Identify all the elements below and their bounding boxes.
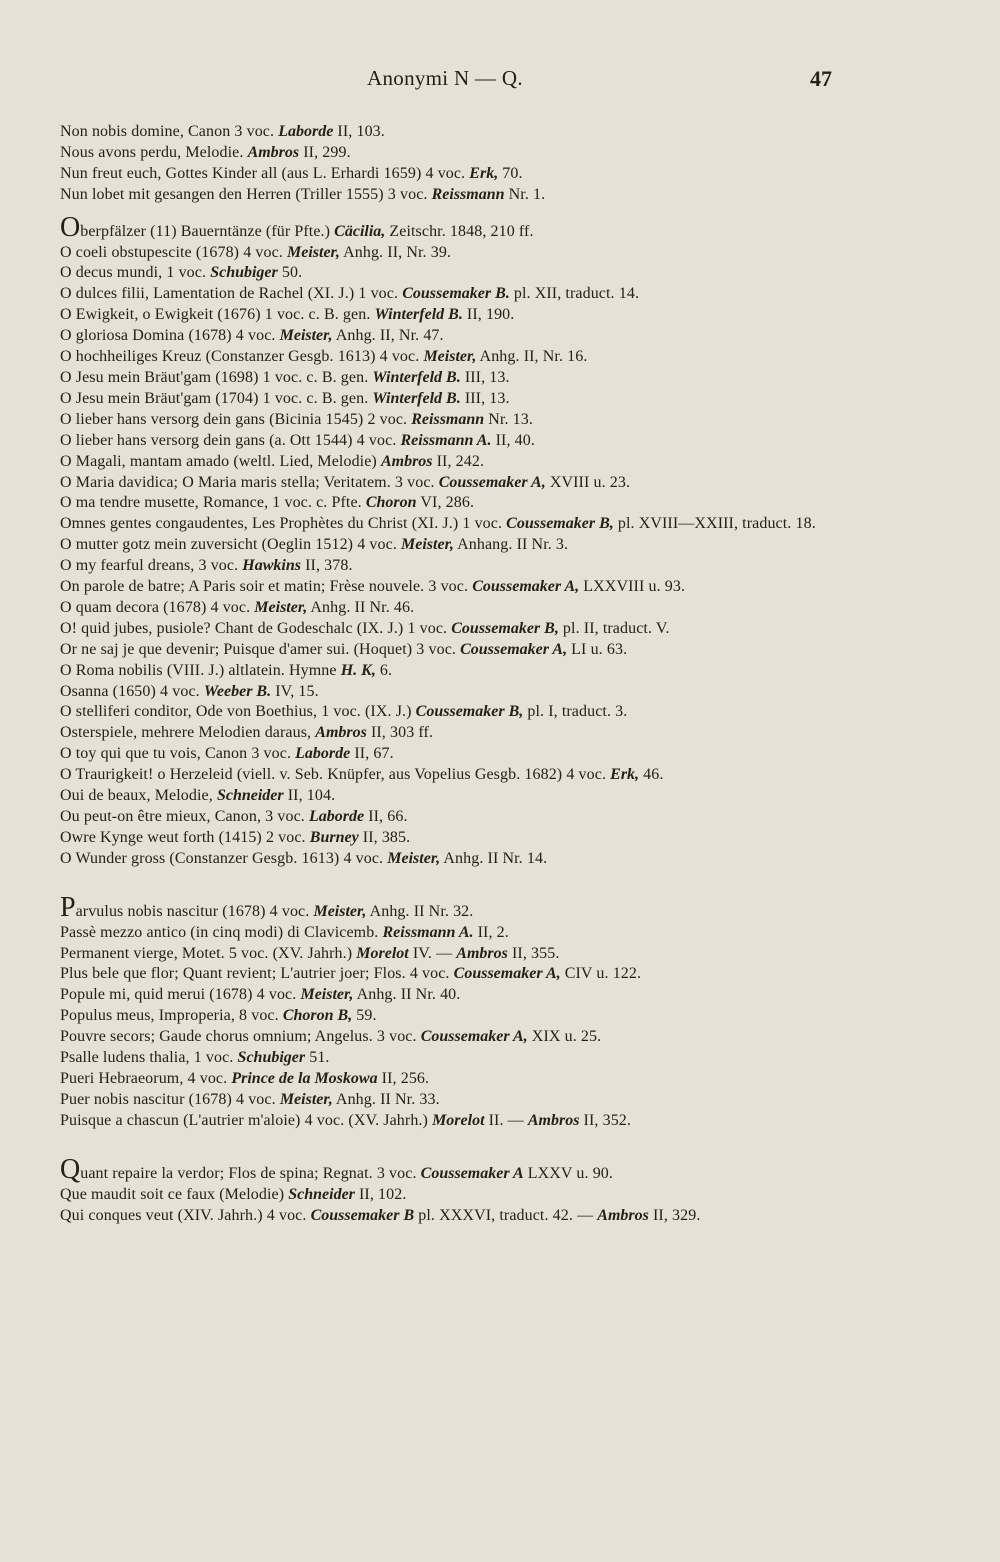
entry-text: Oui de beaux, Melodie, <box>60 787 217 805</box>
entry-source: Coussemaker A, <box>472 578 580 596</box>
list-item <box>60 619 838 640</box>
entry-text: Permanent vierge, Motet. 5 voc. (XV. Jahrh.) <box>60 944 357 962</box>
list-item <box>60 744 838 765</box>
entry-text: O Magali, mantam amado (weltl. Lied, Melodie) <box>60 452 381 470</box>
entry-source: Coussemaker A, <box>420 1028 528 1046</box>
entry-text: II, 303 ff. <box>366 724 434 742</box>
entry-source: Laborde <box>278 123 334 140</box>
entry-text: LI u. 63. <box>567 640 628 658</box>
entry-source: Choron B, <box>282 1007 353 1025</box>
list-item <box>60 493 838 514</box>
entry-text: Populus meus, Improperia, 8 voc. <box>60 1007 283 1025</box>
entry-text: II, 378. <box>300 557 353 575</box>
section-initial: Q <box>60 1153 81 1185</box>
entry-text: O Roma nobilis (VIII. J.) altlatein. Hymne <box>60 661 341 679</box>
entry-text: berpfälzer (11) Bauerntänze (für Pfte.) <box>80 222 335 240</box>
entry-text: II, 385. <box>358 828 411 846</box>
entry-source: Laborde <box>295 745 351 763</box>
entry-text: Puer nobis nascitur (1678) 4 voc. <box>60 1090 280 1108</box>
entry-source: Ambros <box>597 1206 649 1224</box>
list-item <box>60 1006 838 1027</box>
entry-source: Burney <box>309 828 359 846</box>
entry-text: II, 67. <box>350 745 394 763</box>
entry-text: O hochheiliges Kreuz (Constanzer Gesgb. 1613) 4 voc. <box>60 348 424 366</box>
list-item <box>60 211 838 243</box>
entry-source: Coussemaker B <box>310 1206 415 1224</box>
list-item <box>60 702 838 723</box>
list-item <box>60 849 838 870</box>
entry-text: IV. — <box>408 944 457 962</box>
entry-text: II, 299. <box>299 143 351 161</box>
entry-source: Hawkins <box>242 557 301 575</box>
entry-text: Non nobis domine, Canon 3 voc. <box>60 123 279 140</box>
entry-source: Weeber B. <box>203 682 272 700</box>
entry-text: Psalle ludens thalia, 1 voc. <box>60 1049 238 1067</box>
entry-source: Morelot <box>356 944 409 962</box>
list-item <box>60 598 838 619</box>
list-item <box>60 410 838 431</box>
section-initial: P <box>60 891 76 923</box>
entry-text: Que maudit soit ce faux (Melodie) <box>60 1185 289 1203</box>
entry-text: O Jesu mein Bräut'gam (1698) 1 voc. c. B. gen. <box>60 368 373 386</box>
entry-text: II, 352. <box>579 1111 632 1129</box>
entry-text: Puisque a chascun (L'autrier m'aloie) 4 voc. (XV. Jahrh.) <box>60 1111 433 1129</box>
entry-text: O lieber hans versorg dein gans (a. Ott 1544) 4 voc. <box>60 431 401 449</box>
entry-text: Anhg. II Nr. 33. <box>332 1090 440 1108</box>
list-item <box>60 368 838 389</box>
entry-text: 70. <box>498 164 523 182</box>
entry-source: Meister, <box>279 1090 333 1108</box>
entry-source: Coussemaker B. <box>402 285 510 303</box>
list-item <box>60 263 838 284</box>
entry-text: II, 102. <box>354 1185 407 1203</box>
list-item <box>60 828 838 849</box>
list-item <box>60 1153 838 1185</box>
list-item <box>60 682 838 703</box>
entry-source: Erk, <box>610 766 640 784</box>
entry-source: Erk, <box>469 164 499 182</box>
entry-source: Meister, <box>279 327 333 345</box>
entry-text: Pueri Hebraeorum, 4 voc. <box>60 1069 232 1087</box>
entry-source: Meister, <box>401 536 454 554</box>
entry-text: II, 355. <box>507 944 560 962</box>
entry-source: Coussemaker A, <box>453 965 561 983</box>
entry-text: LXXV u. 90. <box>523 1164 613 1182</box>
entry-text: O! quid jubes, pusiole? Chant de Godeschalc (IX. J.) 1 voc. <box>60 619 452 637</box>
list-item <box>60 1206 838 1227</box>
entry-source: Morelot <box>432 1111 485 1129</box>
entry-text: III, 13. <box>460 389 510 407</box>
list-item <box>60 326 838 347</box>
entry-text: O coeli obstupescite (1678) 4 voc. <box>60 243 287 261</box>
list-item <box>60 431 838 452</box>
entry-text: Anhg. II Nr. 14. <box>440 849 548 867</box>
entry-source: Winterfeld B. <box>372 368 461 386</box>
entry-source: Schneider <box>216 787 284 805</box>
list-item <box>60 891 838 923</box>
entry-text: II. — <box>484 1111 528 1129</box>
entry-text: O dulces filii, Lamentation de Rachel (XI. J.) 1 voc. <box>60 285 403 303</box>
list-item <box>60 1111 838 1132</box>
entry-text: 51. <box>305 1049 330 1067</box>
entry-text: O mutter gotz mein zuversicht (Oeglin 1512) 4 voc. <box>60 536 402 554</box>
list-item <box>60 786 838 807</box>
entry-source: Ambros <box>456 944 508 962</box>
list-item <box>60 243 838 264</box>
list-item <box>60 577 838 598</box>
entry-text: 50. <box>277 264 303 282</box>
entry-source: Coussemaker A, <box>438 473 546 491</box>
entry-text: Or ne saj je que devenir; Puisque d'amer sui. (Hoquet) 3 voc. <box>60 640 461 658</box>
entry-text: Osterspiele, mehrere Melodien daraus, <box>60 724 316 742</box>
list-item <box>60 640 838 661</box>
list-item <box>60 284 838 305</box>
entry-text: O decus mundi, 1 voc. <box>60 264 211 282</box>
entry-text: Osanna (1650) 4 voc. <box>60 682 204 700</box>
entry-text: Passè mezzo antico (in cinq modi) di Clavicemb. <box>60 923 383 941</box>
section-initial: O <box>60 211 81 243</box>
list-item <box>60 305 838 326</box>
entry-source: Prince de la Moskowa <box>231 1069 378 1087</box>
entry-text: pl. XVIII—XXIII, traduct. 18. <box>613 515 816 533</box>
entry-text: O gloriosa Domina (1678) 4 voc. <box>60 327 280 345</box>
entry-text: VI, 286. <box>416 494 475 512</box>
entry-source: Winterfeld B. <box>374 306 463 324</box>
entry-text: pl. XXXVI, traduct. 42. — <box>414 1206 598 1224</box>
entry-source: Meister, <box>254 598 308 616</box>
entry-source: Meister, <box>300 986 354 1004</box>
entry-text: II, 242. <box>432 452 485 470</box>
list-item <box>60 923 838 944</box>
entry-text: Ou peut-on être mieux, Canon, 3 voc. <box>60 808 309 825</box>
list-item <box>60 1069 838 1090</box>
list-item <box>60 164 838 185</box>
entry-text: O stelliferi conditor, Ode von Boethius, 1 voc. (IX. J.) <box>60 703 416 721</box>
entry-text: Anhg. II, Nr. 16. <box>476 348 588 366</box>
page-number: 47 <box>810 66 832 91</box>
entry-text: Nun lobet mit gesangen den Herren (Triller 1555) 3 voc. <box>60 185 432 203</box>
entry-source: Winterfeld B. <box>372 389 461 407</box>
list-item <box>60 143 838 164</box>
list-item <box>60 347 838 368</box>
entry-text: II, 104. <box>283 787 336 805</box>
entry-text: Owre Kynge weut forth (1415) 2 voc. <box>60 828 310 846</box>
list-item <box>60 964 838 985</box>
entry-text: O ma tendre musette, Romance, 1 voc. c. Pfte. <box>60 494 366 512</box>
list-item <box>60 661 838 682</box>
running-head: Anonymi N — Q. <box>367 66 523 90</box>
entry-source: Cäcilia, <box>334 222 386 240</box>
entry-text: O Ewigkeit, o Ewigkeit (1676) 1 voc. c. B. gen. <box>60 306 375 324</box>
entry-source: Schubiger <box>237 1049 306 1067</box>
entry-text: CIV u. 122. <box>560 965 642 983</box>
entry-source: Coussemaker B, <box>415 703 524 721</box>
entry-source: Ambros <box>247 143 300 161</box>
entry-source: Coussemaker A <box>420 1164 524 1182</box>
entry-text: II, 66. <box>364 808 408 825</box>
entry-text: Zeitschr. 1848, 210 ff. <box>385 222 534 240</box>
list-item <box>60 944 838 965</box>
list-item <box>60 1048 838 1069</box>
entry-source: Meister, <box>387 849 441 867</box>
entry-text: O my fearful dreans, 3 voc. <box>60 557 243 575</box>
list-item <box>60 122 838 143</box>
list-item <box>60 514 838 535</box>
entry-text: Anhang. II Nr. 3. <box>453 536 569 554</box>
entry-source: Schneider <box>288 1185 355 1203</box>
entry-source: Coussemaker A, <box>460 640 568 658</box>
entry-text: O Jesu mein Bräut'gam (1704) 1 voc. c. B. gen. <box>60 389 373 407</box>
entry-text: Anhg. II Nr. 46. <box>307 598 415 616</box>
list-item <box>60 1090 838 1111</box>
entry-text: Nous avons perdu, Melodie. <box>60 143 248 161</box>
entry-text: III, 13. <box>460 368 510 386</box>
entry-text: O Maria davidica; O Maria maris stella; Veritatem. 3 voc. <box>60 473 439 491</box>
entry-source: Meister, <box>313 902 367 920</box>
entry-source: Meister, <box>423 348 477 366</box>
entry-text: Anhg. II Nr. 40. <box>353 986 461 1004</box>
entry-source: Reissmann A. <box>400 431 492 449</box>
list-item <box>60 185 838 206</box>
entry-text: Anhg. II, Nr. 39. <box>339 243 452 261</box>
list-item <box>60 1027 838 1048</box>
page-header <box>0 66 1000 98</box>
entry-text: pl. II, traduct. V. <box>558 619 670 637</box>
entry-text: Anhg. II Nr. 32. <box>366 902 474 920</box>
entry-source: Schubiger <box>210 264 278 282</box>
entry-text: 46. <box>639 766 664 784</box>
list-item <box>60 765 838 786</box>
list-item <box>60 985 838 1006</box>
entry-source: Coussemaker B, <box>451 619 559 637</box>
list-item <box>60 807 838 828</box>
entry-source: H. K, <box>340 661 376 679</box>
entry-list <box>60 122 838 1226</box>
entry-text: On parole de batre; A Paris soir et matin; Frèse nouvele. 3 voc. <box>60 578 473 596</box>
entry-text: Nr. 1. <box>504 185 546 203</box>
entry-source: Ambros <box>315 724 367 742</box>
list-item <box>60 389 838 410</box>
entry-text: pl. I, traduct. 3. <box>523 703 628 721</box>
entry-text: O Traurigkeit! o Herzeleid (viell. v. Seb. Knüpfer, aus Vopelius Gesgb. 1682) 4 voc. <box>60 766 611 784</box>
list-item <box>60 1185 838 1206</box>
entry-text: 59. <box>352 1007 377 1025</box>
entry-text: Omnes gentes congaudentes, Les Prophètes du Christ (XI. J.) 1 voc. <box>60 515 507 533</box>
entry-text: arvulus nobis nascitur (1678) 4 voc. <box>75 902 314 920</box>
entry-source: Laborde <box>308 808 365 825</box>
entry-text: Nun freut euch, Gottes Kinder all (aus L. Erhardi 1659) 4 voc. <box>60 164 470 182</box>
entry-text: Anhg. II, Nr. 47. <box>332 327 444 345</box>
entry-source: Meister, <box>287 243 340 261</box>
entry-text: O Wunder gross (Constanzer Gesgb. 1613) 4 voc. <box>60 849 388 867</box>
entry-text: pl. XII, traduct. 14. <box>509 285 640 303</box>
entry-text: IV, 15. <box>271 682 319 700</box>
entry-text: O quam decora (1678) 4 voc. <box>60 598 255 616</box>
entry-source: Ambros <box>527 1111 580 1129</box>
entry-text: XIX u. 25. <box>527 1028 602 1046</box>
list-item <box>60 723 838 744</box>
entry-text: II, 2. <box>473 923 509 941</box>
entry-text: 6. <box>375 661 393 679</box>
entry-source: Coussemaker B, <box>506 515 614 533</box>
list-item <box>60 535 838 556</box>
entry-text: O toy qui que tu vois, Canon 3 voc. <box>60 745 296 763</box>
entry-text: LXXVIII u. 93. <box>579 578 686 596</box>
entry-text: II, 103. <box>333 123 385 140</box>
entry-source: Reissmann <box>431 185 505 203</box>
entry-source: Reissmann <box>411 410 485 428</box>
entry-text: Popule mi, quid merui (1678) 4 voc. <box>60 986 301 1004</box>
entry-source: Ambros <box>380 452 433 470</box>
entry-text: II, 190. <box>462 306 515 324</box>
entry-text: Nr. 13. <box>484 410 533 428</box>
entry-text: II, 256. <box>377 1069 430 1087</box>
entry-text: Pouvre secors; Gaude chorus omnium; Angelus. 3 voc. <box>60 1028 421 1046</box>
entry-source: Reissmann A. <box>382 923 474 941</box>
entry-text: O lieber hans versorg dein gans (Bicinia 1545) 2 voc. <box>60 410 412 428</box>
entry-text: II, 329. <box>648 1206 701 1224</box>
list-item <box>60 556 838 577</box>
entry-text: uant repaire la verdor; Flos de spina; Regnat. 3 voc. <box>80 1164 421 1182</box>
entry-text: Qui conques veut (XIV. Jahrh.) 4 voc. <box>60 1206 311 1224</box>
list-item <box>60 452 838 473</box>
list-item <box>60 473 838 494</box>
entry-source: Choron <box>365 494 417 512</box>
entry-text: Plus bele que flor; Quant revient; L'autrier joer; Flos. 4 voc. <box>60 965 454 983</box>
entry-text: XVIII u. 23. <box>545 473 631 491</box>
entry-text: II, 40. <box>491 431 535 449</box>
